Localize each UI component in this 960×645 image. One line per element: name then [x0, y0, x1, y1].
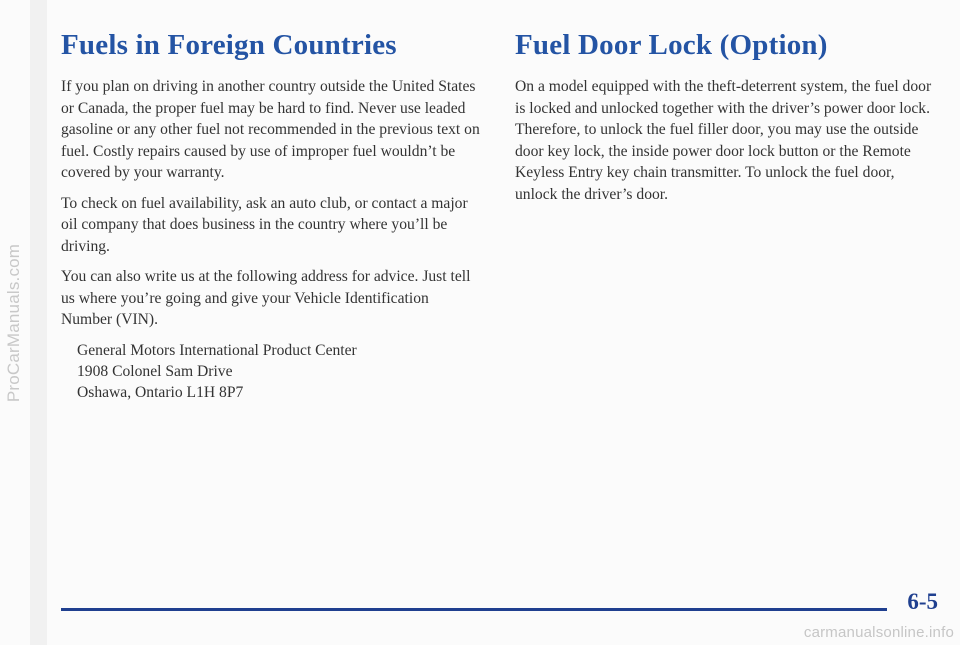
address-line: General Motors International Product Center [77, 341, 357, 359]
paragraph-fuel-availability: To check on fuel availability, ask an auto club, or contact a major oil company that does business in the country where you’ll be driving. [61, 194, 468, 255]
footer-rule [61, 608, 887, 611]
section-title-fuels-foreign: Fuels in Foreign Countries [61, 29, 397, 61]
fuel-door-lock-section [515, 28, 935, 214]
paragraph-fuel-warning: If you plan on driving in another country outside the United States or Canada, the proper fuel may be hard to find. Never use leaded gasoline or any other fuel not recommended in the previous text on fuel. Costly repairs caused by use of improper fuel wouldn’t be covered by your warranty. [61, 78, 480, 181]
address-line: Oshawa, Ontario L1H 8P7 [77, 383, 244, 401]
mailing-address [77, 340, 481, 403]
paragraph-fuel-door-lock: On a model equipped with the theft-deterrent system, the fuel door is locked and unlocked together with the driver’s power door lock. Therefore, to unlock the fuel filler door, you may use the outside door key lock, the inside power door lock button or the Remote Keyless Entry key chain transmitter. To unlock the fuel door, unlock the driver’s door. [515, 78, 932, 203]
left-watermark-text: ProCarManuals.com [4, 243, 23, 402]
address-line: 1908 Colonel Sam Drive [77, 362, 233, 380]
bottom-watermark: carmanualsonline.info [803, 624, 954, 641]
page-margin-bar [30, 0, 47, 645]
paragraph-write-us: You can also write us at the following address for advice. Just tell us where you’re going and give your Vehicle Identification Number (VIN). [61, 268, 471, 328]
section-title-fuel-door-lock: Fuel Door Lock (Option) [515, 29, 828, 61]
left-watermark [0, 0, 28, 645]
page-number: 6-5 [907, 589, 938, 614]
fuels-foreign-countries-section [61, 28, 481, 403]
